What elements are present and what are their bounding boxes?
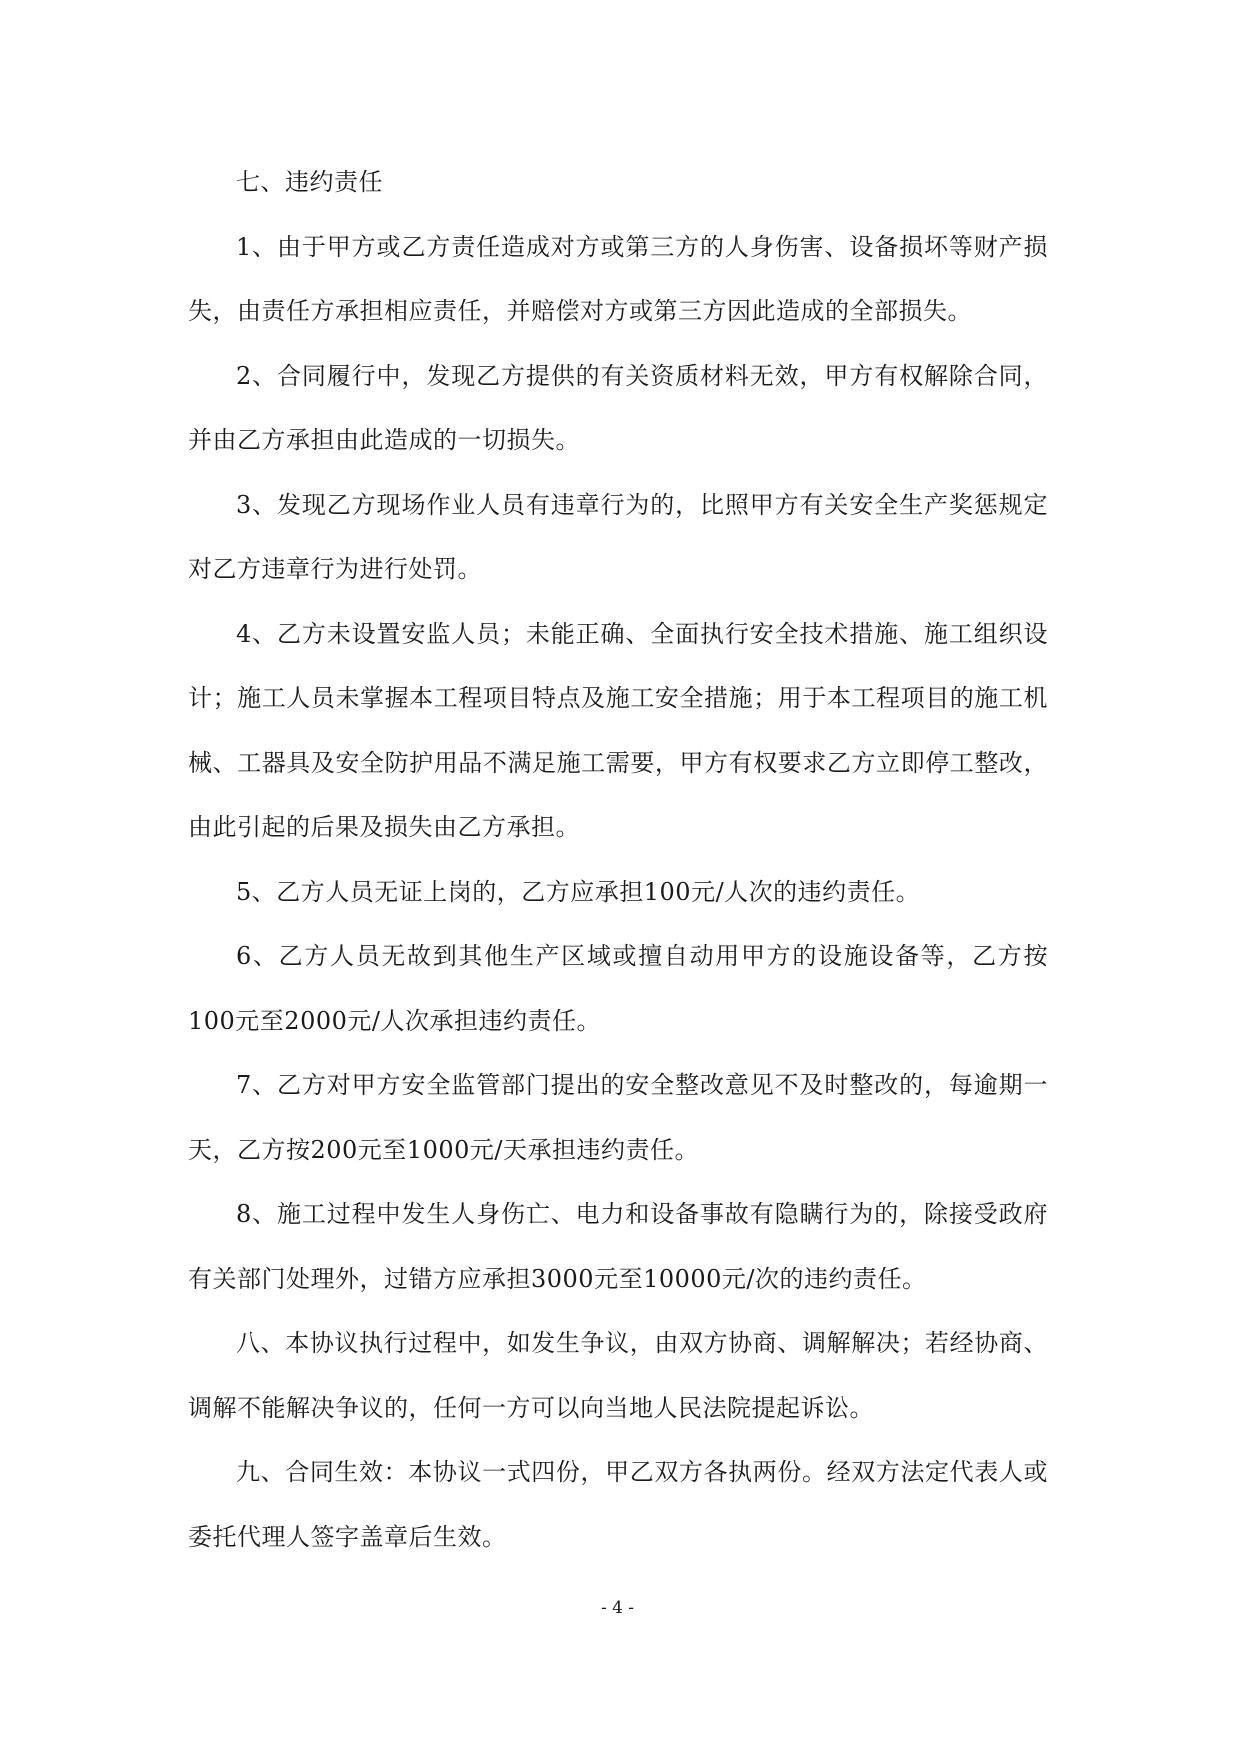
- section-contract-effectiveness: 九、合同生效：本协议一式四份，甲乙双方各执两份。经双方法定代表人或委托代理人签字盖章后生效。: [188, 1458, 1048, 1551]
- clause-1-damage-liability: 1、由于甲方或乙方责任造成对方或第三方的人身伤害、设备损坏等财产损失，由责任方承担相应责任，并赔偿对方或第三方因此造成的全部损失。: [188, 232, 1048, 325]
- document-body: [188, 150, 1048, 1569]
- clause-2-invalid-qualifications: 2、合同履行中，发现乙方提供的有关资质材料无效，甲方有权解除合同，并由乙方承担由此造成的一切损失。: [188, 361, 1048, 454]
- section-heading-breach-liability: 七、违约责任: [236, 168, 383, 196]
- clause-7-rectification-delay: 7、乙方对甲方安全监管部门提出的安全整改意见不及时整改的，每逾期一天，乙方按200元至1000元/天承担违约责任。: [188, 1071, 1048, 1164]
- page-number: - 4 -: [600, 1598, 635, 1618]
- clause-3-violation-penalty: 3、发现乙方现场作业人员有违章行为的，比照甲方有关安全生产奖惩规定对乙方违章行为进行处罚。: [188, 490, 1048, 583]
- clause-4-safety-supervision: 4、乙方未设置安监人员；未能正确、全面执行安全技术措施、施工组织设计；施工人员未掌握本工程项目特点及施工安全措施；用于本工程项目的施工机械、工器具及安全防护用品不满足施工需要，甲方有权要求乙方立即停工整改，由此引起的后果及损失由乙方承担。: [188, 619, 1048, 841]
- clause-8-concealed-accident: 8、施工过程中发生人身伤亡、电力和设备事故有隐瞒行为的，除接受政府有关部门处理外，过错方应承担3000元至10000元/次的违约责任。: [188, 1200, 1048, 1293]
- section-dispute-resolution: 八、本协议执行过程中，如发生争议，由双方协商、调解解决；若经协商、调解不能解决争议的，任何一方可以向当地人民法院提起诉讼。: [188, 1329, 1048, 1422]
- clause-5-uncertified-personnel: 5、乙方人员无证上岗的，乙方应承担100元/人次的违约责任。: [236, 877, 921, 906]
- clause-6-unauthorized-access: 6、乙方人员无故到其他生产区域或擅自动用甲方的设施设备等，乙方按100元至2000元/人次承担违约责任。: [188, 942, 1048, 1035]
